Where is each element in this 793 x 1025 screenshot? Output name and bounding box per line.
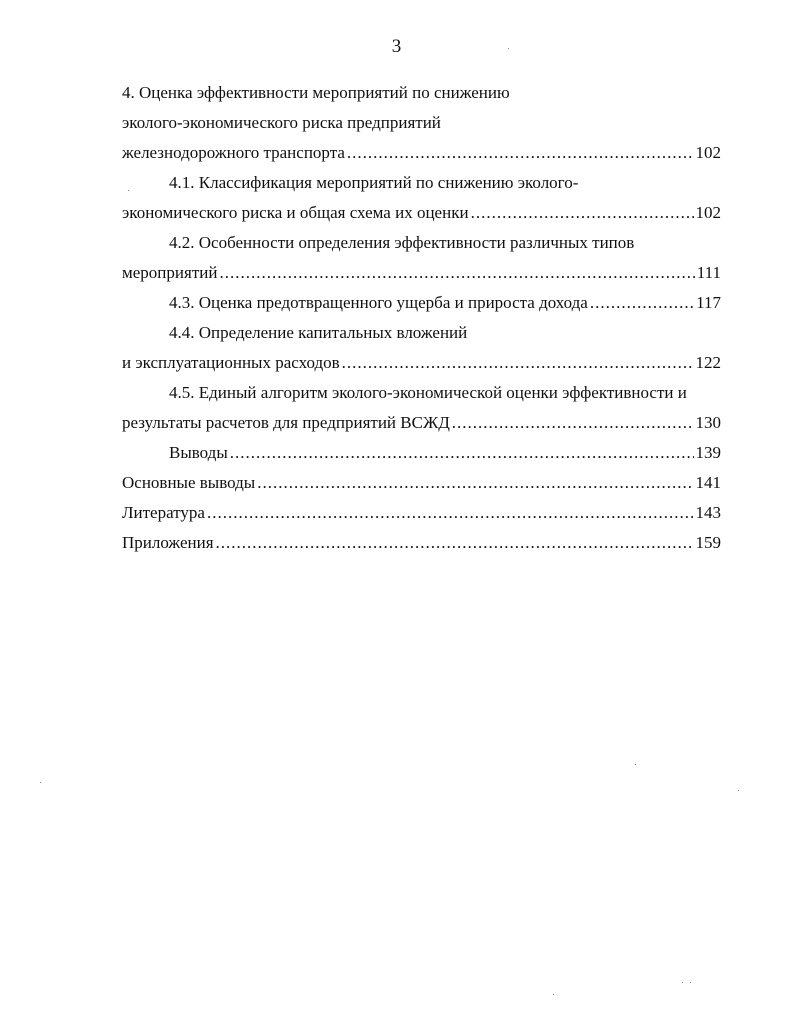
dot-leader — [590, 288, 694, 318]
toc-text: мероприятий — [122, 263, 218, 282]
toc-line-4-title-3 — [122, 138, 721, 168]
toc-line-4-title-2 — [122, 108, 721, 138]
scan-speck — [128, 190, 129, 191]
toc-text: железнодорожного транспорта — [122, 143, 345, 162]
toc-text: 4. Оценка эффективности мероприятий по снижению — [122, 83, 510, 102]
toc-line-4-5-title-2 — [122, 408, 721, 438]
toc-page-number: 143 — [695, 503, 721, 522]
dot-leader — [219, 258, 694, 288]
toc-page-number: 139 — [695, 443, 721, 462]
toc-text: Выводы — [169, 443, 228, 462]
toc-line-conclusions — [122, 438, 721, 468]
toc-text: 4.2. Особенности определения эффективности различных типов — [169, 233, 635, 252]
toc-page-number: 117 — [696, 293, 721, 312]
toc-page-number: 159 — [695, 533, 721, 552]
page-number: 3 — [391, 36, 402, 57]
toc-line-4-2-title-2 — [122, 258, 721, 288]
toc-page-number: 102 — [695, 203, 721, 222]
toc-line-4-4-title-1 — [122, 318, 721, 348]
toc-text: 4.4. Определение капитальных вложений — [169, 323, 468, 342]
scan-speck — [40, 782, 41, 783]
toc-page-number: 122 — [695, 353, 721, 372]
scan-speck — [682, 982, 683, 983]
scan-speck — [690, 982, 691, 983]
scan-speck — [738, 790, 739, 791]
toc-line-4-title-1 — [122, 78, 721, 108]
dot-leader — [342, 348, 694, 378]
scan-speck — [553, 994, 554, 995]
table-of-contents — [122, 78, 721, 558]
toc-line-appendices — [122, 528, 721, 558]
toc-text: 4.1. Классификация мероприятий по снижению эколого- — [169, 173, 579, 192]
toc-line-4-5-title-1 — [122, 378, 721, 408]
toc-text: Приложения — [122, 533, 214, 552]
toc-text: 4.5. Единый алгоритм эколого-экономической оценки эффективности и — [169, 383, 687, 402]
dot-leader — [347, 138, 694, 168]
dot-leader — [207, 498, 694, 528]
dot-leader — [230, 438, 694, 468]
toc-text: и эксплуатационных расходов — [122, 353, 340, 372]
dot-leader — [452, 408, 694, 438]
toc-text: эколого-экономического риска предприятий — [122, 113, 441, 132]
toc-line-literature — [122, 498, 721, 528]
dot-leader — [216, 528, 694, 558]
toc-text: 4.3. Оценка предотвращенного ущерба и прироста дохода — [169, 293, 588, 312]
toc-line-4-3 — [122, 288, 721, 318]
toc-page-number: 130 — [695, 413, 721, 432]
toc-line-4-1-title-2 — [122, 198, 721, 228]
toc-line-4-4-title-2 — [122, 348, 721, 378]
toc-line-4-2-title-1 — [122, 228, 721, 258]
toc-line-4-1-title-1 — [122, 168, 721, 198]
toc-page-number: 102 — [695, 143, 721, 162]
toc-text: экономического риска и общая схема их оценки — [122, 203, 469, 222]
dot-leader — [471, 198, 694, 228]
toc-text: Основные выводы — [122, 473, 256, 492]
toc-line-main-conclusions — [122, 468, 721, 498]
scan-speck — [635, 764, 636, 765]
toc-text: результаты расчетов для предприятий ВСЖД — [122, 413, 450, 432]
dot-leader — [257, 468, 693, 498]
toc-page-number: 111 — [696, 263, 721, 282]
scan-speck — [508, 48, 509, 49]
toc-page-number: 141 — [695, 473, 721, 492]
toc-text: Литература — [122, 503, 205, 522]
